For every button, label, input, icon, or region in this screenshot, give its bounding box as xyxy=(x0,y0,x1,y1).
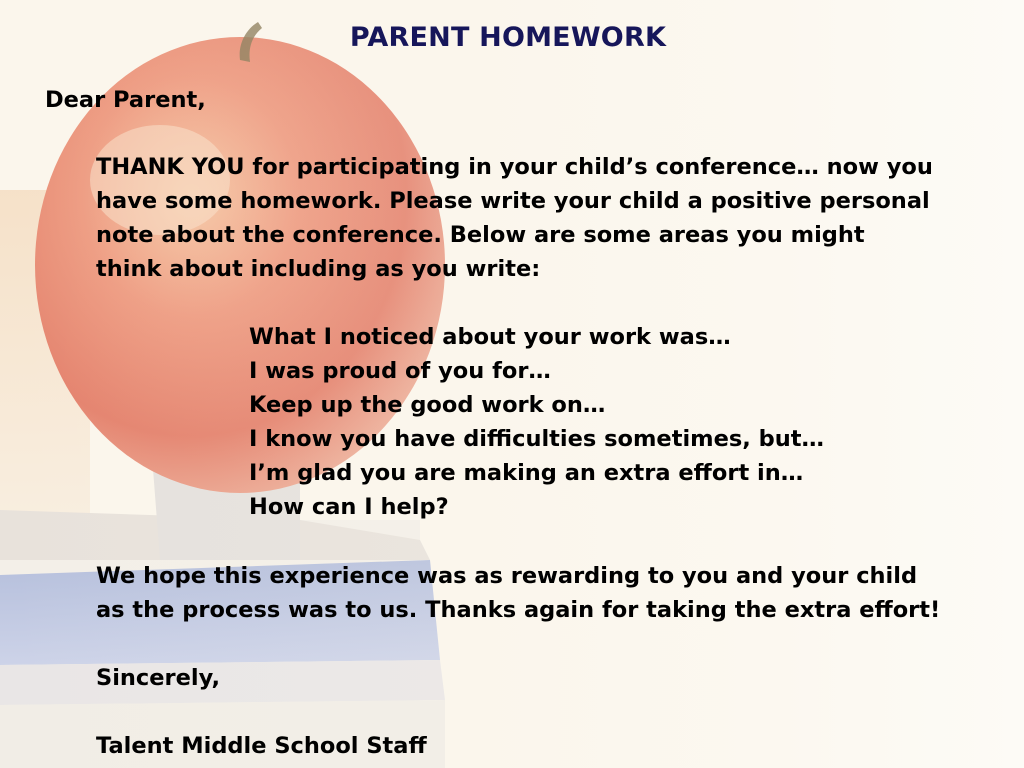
intro-line: note about the conference. Below are some areas you might xyxy=(96,222,865,248)
prompt-list xyxy=(249,320,824,524)
closing-line: We hope this experience was as rewarding to you and your child xyxy=(96,563,918,589)
signature: Talent Middle School Staff xyxy=(96,733,427,759)
prompt-item: What I noticed about your work was… xyxy=(249,324,731,350)
prompt-item: Keep up the good work on… xyxy=(249,392,606,418)
intro-line: THANK YOU for participating in your child’s conference… now you xyxy=(96,154,933,180)
prompt-item: I’m glad you are making an extra effort in… xyxy=(249,460,804,486)
prompt-item: How can I help? xyxy=(249,494,449,520)
closing-line: as the process was to us. Thanks again for taking the extra effort! xyxy=(96,597,941,623)
intro-line: think about including as you write: xyxy=(96,256,541,282)
intro-paragraph xyxy=(96,150,933,286)
page-title: PARENT HOMEWORK xyxy=(349,22,667,53)
closing-paragraph xyxy=(96,559,940,627)
prompt-item: I know you have difficulties sometimes, but… xyxy=(249,426,825,452)
salutation: Dear Parent, xyxy=(45,87,206,113)
signoff: Sincerely, xyxy=(96,665,221,691)
intro-line: have some homework. Please write your child a positive personal xyxy=(96,188,930,214)
prompt-item: I was proud of you for… xyxy=(249,358,551,384)
